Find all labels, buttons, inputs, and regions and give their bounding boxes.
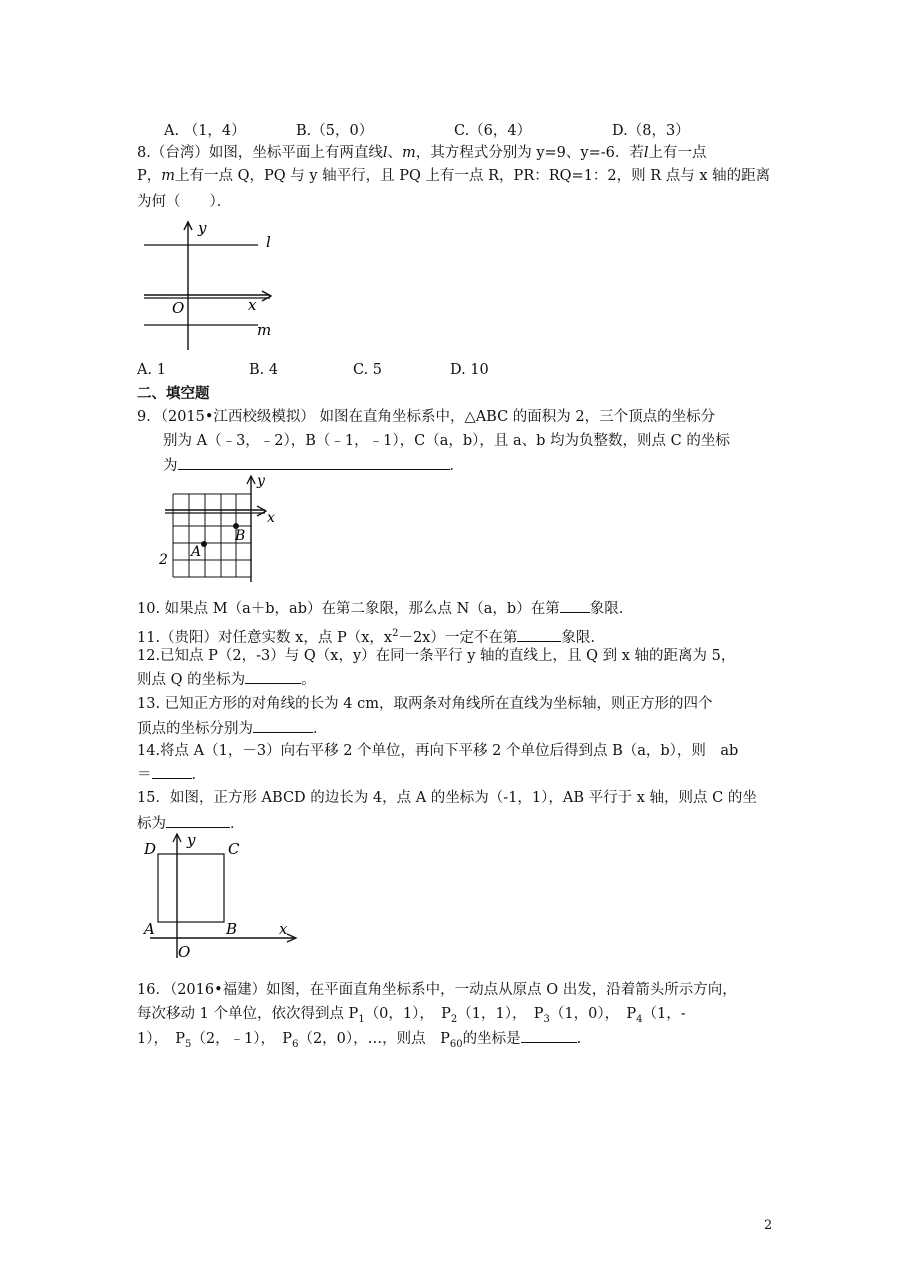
q9-fig-a-label: A: [191, 544, 202, 560]
q12-answer-blank[interactable]: [245, 669, 301, 684]
q9-answer-blank[interactable]: [178, 455, 450, 470]
q11-line: 11.（贵阳）对任意实数 x，点 P（x，$x^2-2x$）一定不在第 象限.: [137, 628, 595, 646]
q15-fig-b-label: B: [226, 920, 238, 938]
q8-option-a: A. 1: [137, 362, 166, 378]
q8-sym-m: m: [401, 145, 416, 161]
q9-fig-y-label: y: [257, 473, 265, 489]
q15-fig-y-label: y: [187, 831, 196, 849]
q16-answer-blank[interactable]: [521, 1028, 577, 1043]
q8-option-c: C. 5: [353, 362, 383, 378]
q15-line1: 15．如图，正方形 ABCD 的边长为 4，点 A 的坐标为（-1，1），AB 平行于 x 轴，则点 C 的坐: [137, 790, 757, 806]
q7-option-b: B.（5，0）: [296, 123, 374, 139]
q15-fig-origin-label: O: [178, 943, 191, 961]
q14-answer-blank[interactable]: [152, 764, 192, 779]
q9-line1: 9．（2015•江西校级模拟） 如图在直角坐标系中，△ABC 的面积为 2，三个顶点的坐标分: [137, 409, 716, 425]
q15-answer-blank[interactable]: [166, 813, 230, 828]
q8-fig-x-label: x: [248, 296, 257, 314]
q12-line1: 12.已知点 P（2，-3）与 Q（x，y）在同一条平行 y 轴的直线上，且 Q 到 x 轴的距离为 5，: [137, 648, 736, 664]
q15-figure: [140, 830, 305, 965]
q15-square: [158, 854, 224, 922]
q9-fig-b-label: B: [235, 528, 246, 544]
q8-option-d: D. 10: [450, 362, 489, 378]
q15-line2: 标为 ．: [137, 813, 245, 834]
q9-figure: [155, 470, 285, 585]
q9-line2: 别为 A（﹣3，﹣2），B（﹣1，﹣1），C（a，b），且 a、b 均为负整数，则点 C 的坐标: [163, 433, 730, 449]
q10-line: 10. 如果点 M（a＋b，ab）在第二象限，那么点 N（a，b）在第 象限.: [137, 598, 623, 619]
q13-answer-blank[interactable]: [253, 718, 313, 733]
q16-line2: 每次移动 1 个单位，依次得到点 $P_1(0$，1）， $P_2(1$，1）， $P_3(1$，0）， $P_4(1$，-: [137, 1006, 686, 1025]
q8-fig-origin-label: O: [172, 299, 185, 317]
q15-fig-d-label: D: [144, 840, 157, 858]
q8-line1: 8.（台湾）如图，坐标平面上有两直线l、m，其方程式分别为 y=9、y=-6．若l上有一点: [137, 145, 707, 161]
q9-fig-two-label: 2: [159, 552, 168, 568]
q13-line1: 13. 已知正方形的对角线的长为 4 cm，取两条对角线所在直线为坐标轴，则正方形的四个: [137, 696, 713, 712]
q8-line3: 为何（ ）．: [137, 194, 232, 210]
q8-fig-y-label: y: [198, 220, 207, 237]
q15-fig-c-label: C: [228, 840, 240, 858]
q15-fig-a-label: A: [144, 920, 155, 938]
q11-answer-blank[interactable]: [517, 627, 561, 642]
q14-line1: 14.将点 A（1，－3）向右平移 2 个单位，再向下平移 2 个单位后得到点 B（a，b），则 ab: [137, 743, 739, 759]
q9-fig-x-label: x: [267, 510, 275, 526]
q8-option-b: B. 4: [249, 362, 279, 378]
q10-answer-blank[interactable]: [560, 598, 590, 613]
q13-line2: 顶点的坐标分别为 ．: [137, 718, 328, 739]
q9-line3: 为 ．: [163, 455, 464, 476]
q16-line1: 16．（2016•福建）如图，在平面直角坐标系中，一动点从原点 O 出发，沿着箭头所示方向，: [137, 982, 737, 998]
q8-fig-m-label: m: [257, 321, 272, 339]
section-title: 二、填空题: [137, 385, 210, 402]
q7-option-c: C.（6，4）: [454, 123, 532, 139]
q8-sym-l: l: [382, 145, 388, 161]
q16-line3: 1）， $P_5(2$，﹣1）， $P_6(2$，0），…，则点 $P_{60}$的坐标是 .: [137, 1028, 581, 1055]
q14-line2: ＝ ．: [137, 764, 206, 785]
q9-point-a: [201, 541, 207, 547]
q7-option-d: D.（8，3）: [612, 123, 690, 139]
q8-line2: P，m上有一点 Q，PQ 与 y 轴平行，且 PQ 上有一点 R，PR：RQ=1：2，则 R 点与 x 轴的距离: [137, 168, 771, 184]
q8-figure: [140, 220, 290, 355]
q7-option-a: A. （1，4）: [164, 123, 246, 139]
page-number: 2: [764, 1218, 773, 1233]
q8-fig-l-label: l: [266, 233, 271, 251]
q12-line2: 则点 Q 的坐标为 。: [137, 669, 316, 690]
q15-fig-x-label: x: [279, 920, 288, 938]
